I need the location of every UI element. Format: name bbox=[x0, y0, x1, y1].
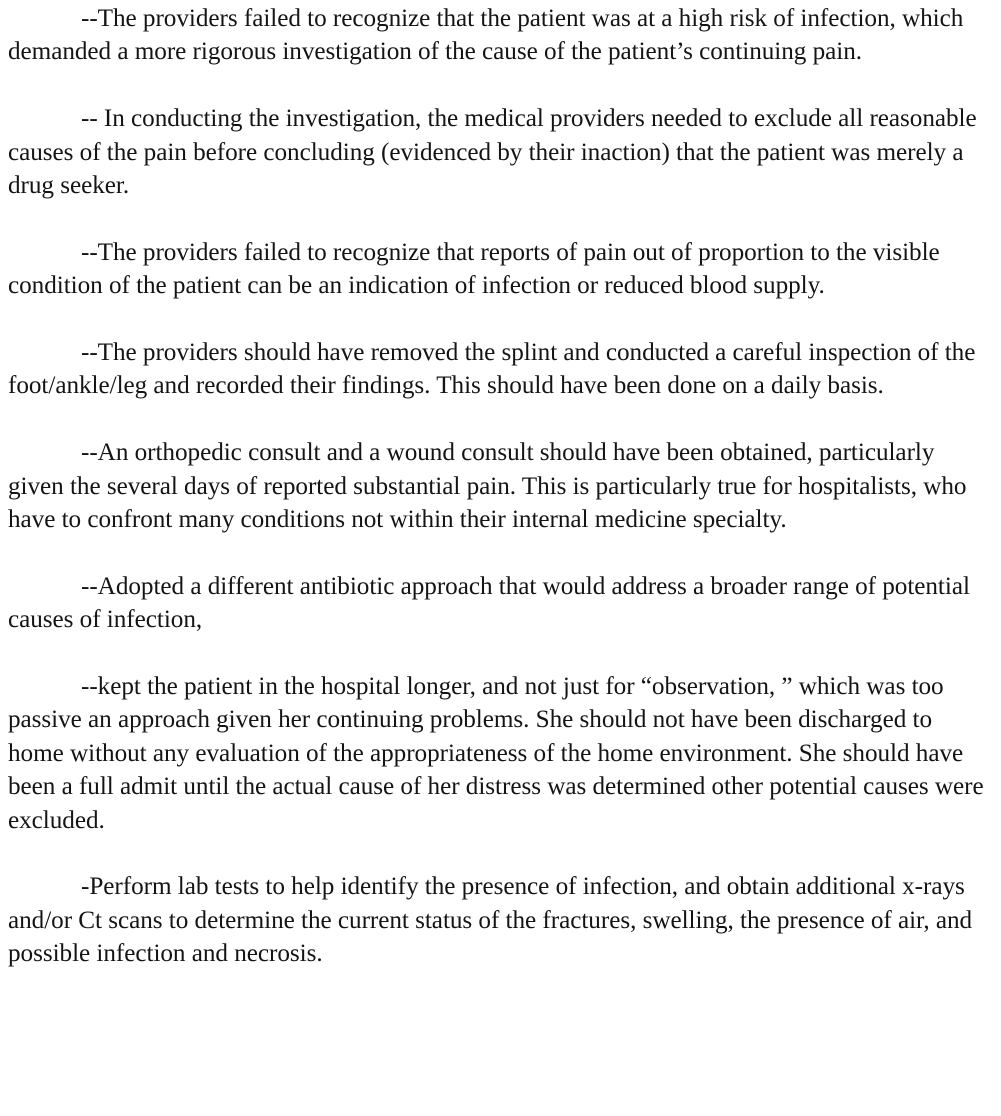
paragraph-lab-tests: -Perform lab tests to help identify the presence of infection, and obtain additional x-rays and/or Ct scans to determine the current status of the fractures, swelling, the presence of air, and possible infection and necrosis. bbox=[8, 873, 973, 968]
paragraph-exclude-causes: -- In conducting the investigation, the medical providers needed to exclude all reasonable causes of the pain before concluding (evidenced by their inaction) that the patient was merely a drug seeker. bbox=[8, 105, 977, 200]
document-page bbox=[8, 2, 993, 1004]
paragraph-kept-in-hospital: --kept the patient in the hospital longer, and not just for “observation, ” which was too passive an approach given her continuing problems. She should not have been discharged to home without any evaluation of the appropriateness of the home environment. She should have been a full admit until the actual cause of her distress was determined other potential causes were excluded. bbox=[8, 673, 984, 834]
paragraph-orthopedic-consult: --An orthopedic consult and a wound consult should have been obtained, particularly given the several days of reported substantial pain. This is particularly true for hospitalists, who have to confront many conditions not within their internal medicine specialty. bbox=[8, 439, 967, 534]
paragraph-pain-out-of-proportion: --The providers failed to recognize that reports of pain out of proportion to the visible condition of the patient can be an indication of infection or reduced blood supply. bbox=[8, 238, 940, 300]
paragraph-antibiotic-approach: --Adopted a different antibiotic approach that would address a broader range of potential causes of infection, bbox=[8, 572, 970, 634]
paragraph-high-risk-infection: --The providers failed to recognize that the patient was at a high risk of infection, which demanded a more rigorous investigation of the cause of the patient’s continuing pain. bbox=[8, 5, 964, 66]
paragraph-remove-splint: --The providers should have removed the splint and conducted a careful inspection of the foot/ankle/leg and recorded their findings. This should have been done on a daily basis. bbox=[8, 339, 976, 400]
